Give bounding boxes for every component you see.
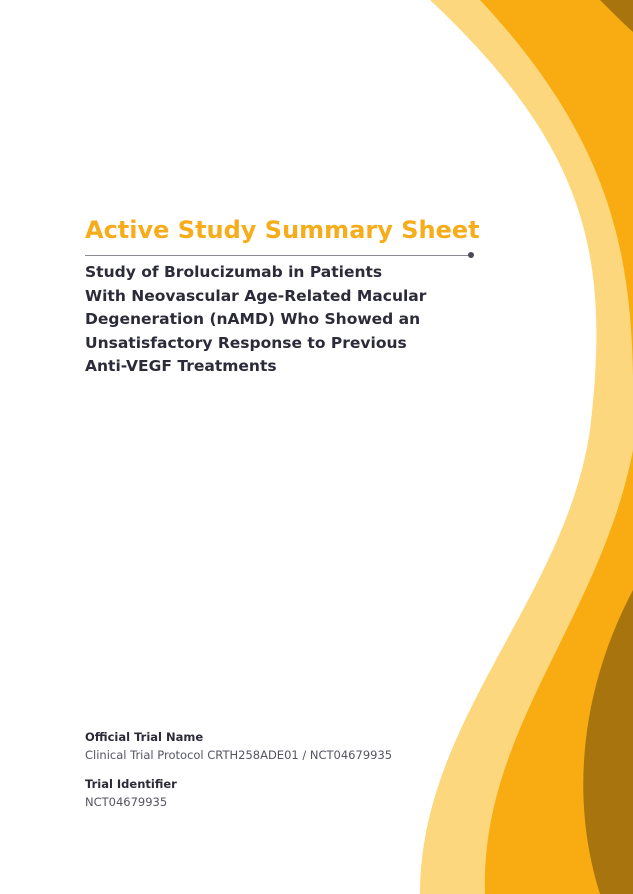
subtitle-line: Study of Brolucizumab in Patients (85, 263, 383, 281)
divider-dot (468, 252, 474, 258)
title-divider (85, 255, 469, 256)
subtitle-line: With Neovascular Age-Related Macular (85, 286, 427, 305)
subtitle-line: Degeneration (nAMD) Who Showed an (85, 310, 421, 328)
study-subtitle (85, 261, 485, 379)
trial-identifier-block (85, 776, 445, 811)
page-title: Active Study Summary Sheet (85, 216, 480, 244)
trial-metadata (85, 729, 445, 811)
official-trial-name-value: Clinical Trial Protocol CRTH258ADE01 / NCT04679935 (85, 748, 393, 762)
official-trial-name-label: Official Trial Name (85, 730, 204, 744)
trial-identifier-value: NCT04679935 (85, 795, 168, 809)
subtitle-line: Unsatisfactory Response to Previous (85, 333, 407, 352)
subtitle-line: Anti-VEGF Treatments (85, 357, 277, 375)
trial-identifier-label: Trial Identifier (85, 777, 177, 791)
official-trial-name-block (85, 729, 445, 764)
